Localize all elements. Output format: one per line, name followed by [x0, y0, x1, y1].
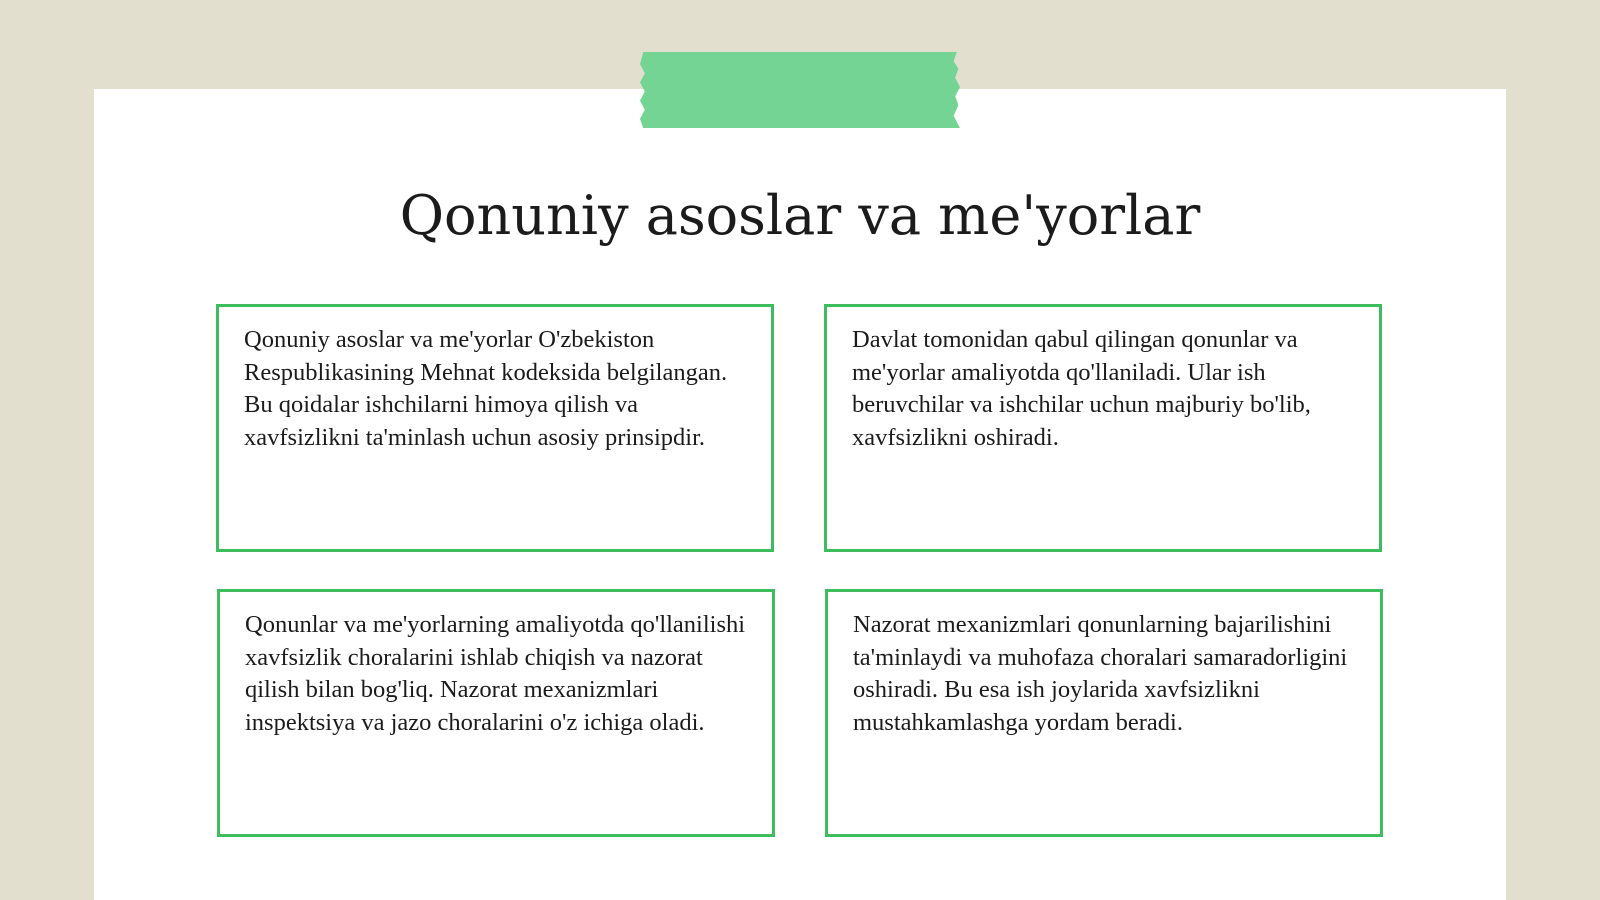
- card-text: Qonuniy asoslar va me'yorlar O'zbekiston Respublikasining Mehnat kodeksida belgilangan. Bu qoidalar ishchilarni himoya qilish va xavfsizlikni ta'minlash uchun asosiy prinsipdir.: [244, 326, 728, 451]
- slide-title: Qonuniy asoslar va me'yorlar: [399, 184, 1201, 247]
- decorative-tape: [640, 52, 960, 128]
- card-text: Nazorat mexanizmlari qonunlarning bajarilishini ta'minlaydi va muhofaza choralari samaradorligini oshiradi. Bu esa ish joylarida xavfsizlikni mustahkamlashga yordam beradi.: [853, 611, 1348, 736]
- info-card-application: [217, 589, 775, 837]
- info-card-control-mechanisms: [825, 589, 1383, 837]
- card-text: Davlat tomonidan qabul qilingan qonunlar va me'yorlar amaliyotda qo'llaniladi. Ular ish beruvchilar va ishchilar uchun majburiy bo'lib, xavfsizlikni oshiradi.: [852, 326, 1311, 451]
- info-card-state-laws: [824, 304, 1382, 552]
- info-card-legal-basis: [216, 304, 774, 552]
- card-text: Qonunlar va me'yorlarning amaliyotda qo'llanilishi xavfsizlik choralarini ishlab chiqish va nazorat qilish bilan bog'liq. Nazorat mexanizmlari inspektsiya va jazo choralarini o'z ichiga oladi.: [245, 611, 746, 736]
